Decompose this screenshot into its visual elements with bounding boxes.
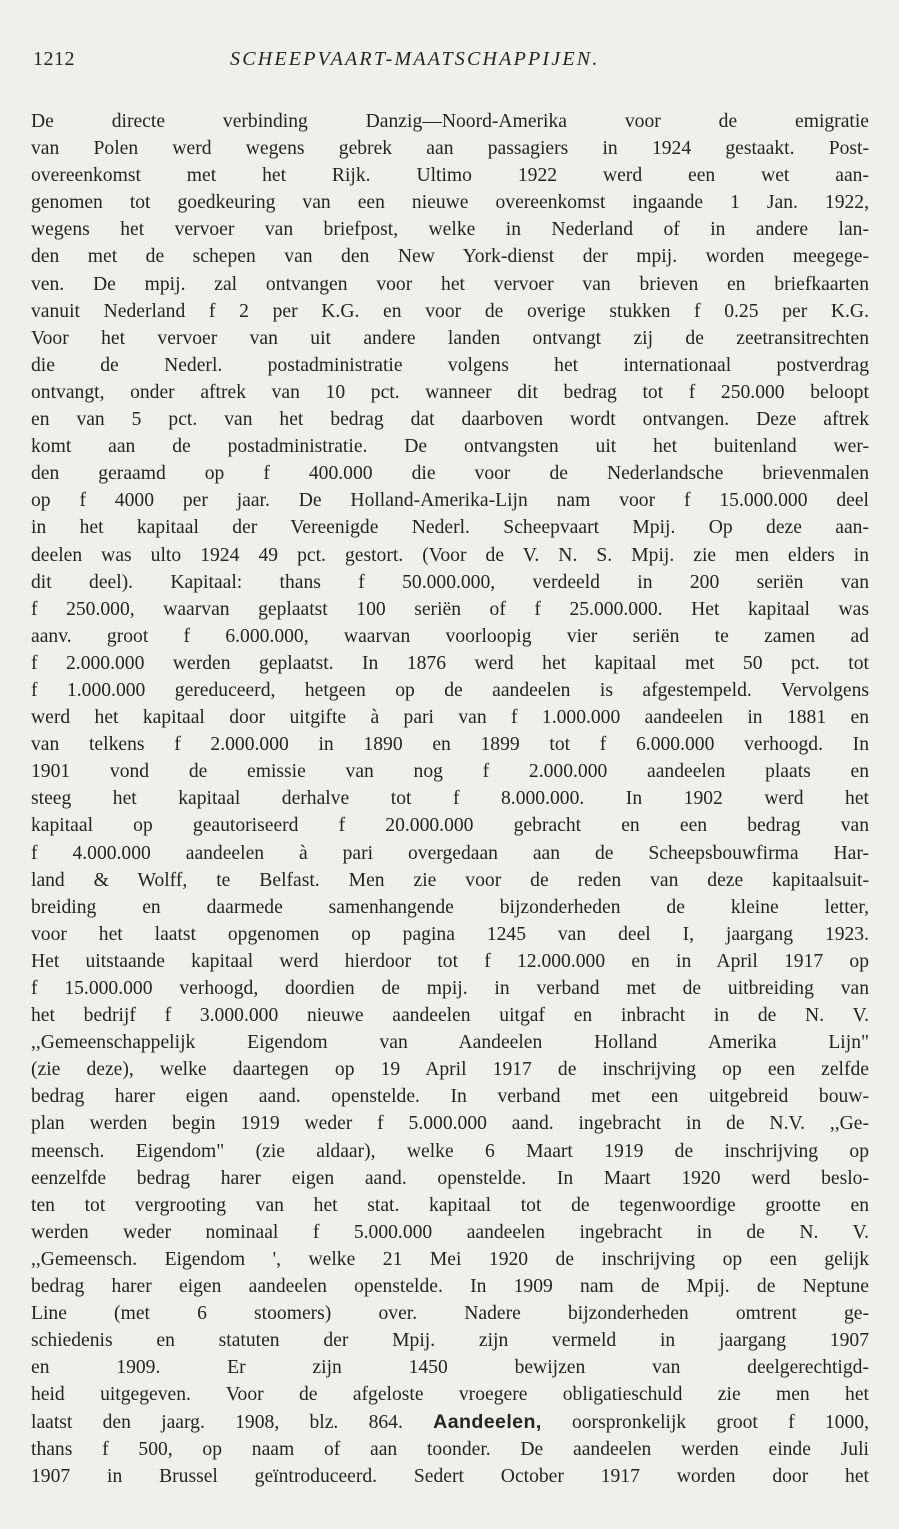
text-line-46: schiedenis en statuten der Mpij. zijn vermeld in jaargang 1907 — [31, 1330, 869, 1352]
text-line-27: kapitaal op geautoriseerd f 20.000.000 gebracht en een bedrag van — [31, 815, 869, 837]
text-line-33: f 15.000.000 verhoogd, doordien de mpij. in verband met de uitbreiding van — [31, 978, 869, 999]
text-line-35: ,,Gemeenschappelijk Eigendom van Aandeelen Holland Amerika Lijn" — [31, 1032, 869, 1054]
body-text — [31, 108, 869, 1498]
text-line-6: den met de schepen van den New York-dienst der mpij. worden meegege- — [31, 246, 869, 268]
text-line-17: deelen was ulto 1924 49 pct. gestort. (Voor de V. N. S. Mpij. zie men elders in — [31, 544, 869, 566]
text-line-8: vanuit Nederland f 2 per K.G. en voor de overige stukken f 0.25 per K.G. — [31, 300, 869, 322]
page-number: 1212 — [33, 48, 75, 70]
text-line-45: Line (met 6 stoomers) over. Nadere bijzonderheden omtrent ge- — [31, 1303, 869, 1325]
text-line-43: ,,Gemeensch. Eigendom ', welke 21 Mei 1920 de inschrijving op een gelijk — [31, 1248, 869, 1270]
text-line-37: bedrag harer eigen aand. openstelde. In verband met een uitgebreid bouw- — [31, 1086, 869, 1108]
text-line-2: van Polen werd wegens gebrek aan passagiers in 1924 gestaakt. Post- — [31, 138, 869, 160]
text-line-36: (zie deze), welke daartegen op 19 April 1917 de inschrijving op een zelfde — [31, 1059, 869, 1081]
text-line-23: werd het kapitaal door uitgifte à pari van f 1.000.000 aandeelen in 1881 en — [31, 707, 869, 729]
text-line-47: en 1909. Er zijn 1450 bewijzen van deelgerechtigd- — [31, 1357, 869, 1379]
text-line-9: Voor het vervoer van uit andere landen ontvangt zij de zeetransitrechten — [31, 327, 869, 349]
text-line-44: bedrag harer eigen aandeelen openstelde. In 1909 nam de Mpij. de Neptune — [31, 1276, 869, 1298]
page-header — [33, 48, 869, 82]
text-line-31: voor het laatst opgenomen op pagina 1245 van deel I, jaargang 1923. — [31, 923, 869, 945]
text-line-48: heid uitgegeven. Voor de afgeloste vroegere obligatieschuld zie men het — [31, 1384, 869, 1406]
text-line-15: op f 4000 per jaar. De Holland-Amerika-Lijn nam voor f 15.000.000 deel — [31, 490, 869, 512]
text-line-21: f 2.000.000 werden geplaatst. In 1876 werd het kapitaal met 50 pct. tot — [31, 652, 869, 674]
text-line-4: genomen tot goedkeuring van een nieuwe overeenkomst ingaande 1 Jan. 1922, — [31, 192, 869, 214]
text-line-11: ontvangt, onder aftrek van 10 pct. wanneer dit bedrag tot f 250.000 beloopt — [31, 381, 869, 403]
text-line-5: wegens het vervoer van briefpost, welke in Nederland of in andere lan- — [31, 219, 869, 241]
text-line-49 — [31, 1409, 869, 1436]
text-line-49-start: laatst den jaarg. 1908, blz. 864. — [31, 1411, 403, 1433]
text-line-39: meensch. Eigendom" (zie aldaar), welke 6 Maart 1919 de inschrijving op — [31, 1140, 869, 1162]
text-line-51: 1907 in Brussel geïntroduceerd. Sedert October 1917 worden door het — [31, 1465, 869, 1487]
running-title: SCHEEPVAART-MAATSCHAPPIJEN. — [230, 48, 600, 70]
text-line-28: f 4.000.000 aandeelen à pari overgedaan aan de Scheepsbouwfirma Har- — [31, 842, 869, 864]
text-line-12: en van 5 pct. van het bedrag dat daarboven wordt ontvangen. Deze aftrek — [31, 409, 869, 431]
text-line-18: dit deel). Kapitaal: thans f 50.000.000, verdeeld in 200 seriën van — [31, 571, 869, 593]
text-line-26: steeg het kapitaal derhalve tot f 8.000.000. In 1902 werd het — [31, 788, 869, 810]
text-line-49-end: oorspronkelijk groot f 1000, — [571, 1411, 869, 1433]
aandeelen-heading: Aandeelen, — [433, 1410, 542, 1433]
text-line-20: aanv. groot f 6.000.000, waarvan voorloopig vier seriën te zamen ad — [31, 625, 869, 647]
text-line-24: van telkens f 2.000.000 in 1890 en 1899 tot f 6.000.000 verhoogd. In — [31, 734, 869, 756]
text-line-29: land & Wolff, te Belfast. Men zie voor de reden van deze kapitaalsuit- — [31, 869, 869, 891]
text-line-40: eenzelfde bedrag harer eigen aand. openstelde. In Maart 1920 werd beslo- — [31, 1167, 869, 1189]
text-line-19: f 250.000, waarvan geplaatst 100 seriën of f 25.000.000. Het kapitaal was — [31, 598, 869, 620]
text-line-14: den geraamd op f 400.000 die voor de Nederlandsche brievenmalen — [31, 463, 869, 485]
text-line-32: Het uitstaande kapitaal werd hierdoor tot f 12.000.000 en in April 1917 op — [31, 950, 869, 972]
text-line-38: plan werden begin 1919 weder f 5.000.000 aand. ingebracht in de N.V. ,,Ge- — [31, 1113, 869, 1135]
text-line-10: die de Nederl. postadministratie volgens het internationaal postverdrag — [31, 354, 869, 376]
text-line-16: in het kapitaal der Vereenigde Nederl. Scheepvaart Mpij. Op deze aan- — [31, 517, 869, 539]
text-line-25: 1901 vond de emissie van nog f 2.000.000 aandeelen plaats en — [31, 761, 869, 783]
text-line-1: De directe verbinding Danzig—Noord-Amerika voor de emigratie — [31, 111, 869, 132]
text-line-34: het bedrijf f 3.000.000 nieuwe aandeelen uitgaf en inbracht in de N. V. — [31, 1005, 869, 1027]
text-line-7: ven. De mpij. zal ontvangen voor het vervoer van brieven en briefkaarten — [31, 273, 869, 295]
text-line-3: overeenkomst met het Rijk. Ultimo 1922 werd een wet aan- — [31, 165, 869, 187]
text-line-41: ten tot vergrooting van het stat. kapitaal tot de tegenwoordige grootte en — [31, 1194, 869, 1216]
text-line-50: thans f 500, op naam of aan toonder. De aandeelen werden einde Juli — [31, 1438, 869, 1460]
text-line-13: komt aan de postadministratie. De ontvangsten uit het buitenland wer- — [31, 436, 869, 458]
text-line-42: werden weder nominaal f 5.000.000 aandeelen ingebracht in de N. V. — [31, 1221, 869, 1243]
text-line-30: breiding en daarmede samenhangende bijzonderheden de kleine letter, — [31, 896, 869, 918]
text-line-22: f 1.000.000 gereduceerd, hetgeen op de aandeelen is afgestempeld. Vervolgens — [31, 679, 869, 701]
